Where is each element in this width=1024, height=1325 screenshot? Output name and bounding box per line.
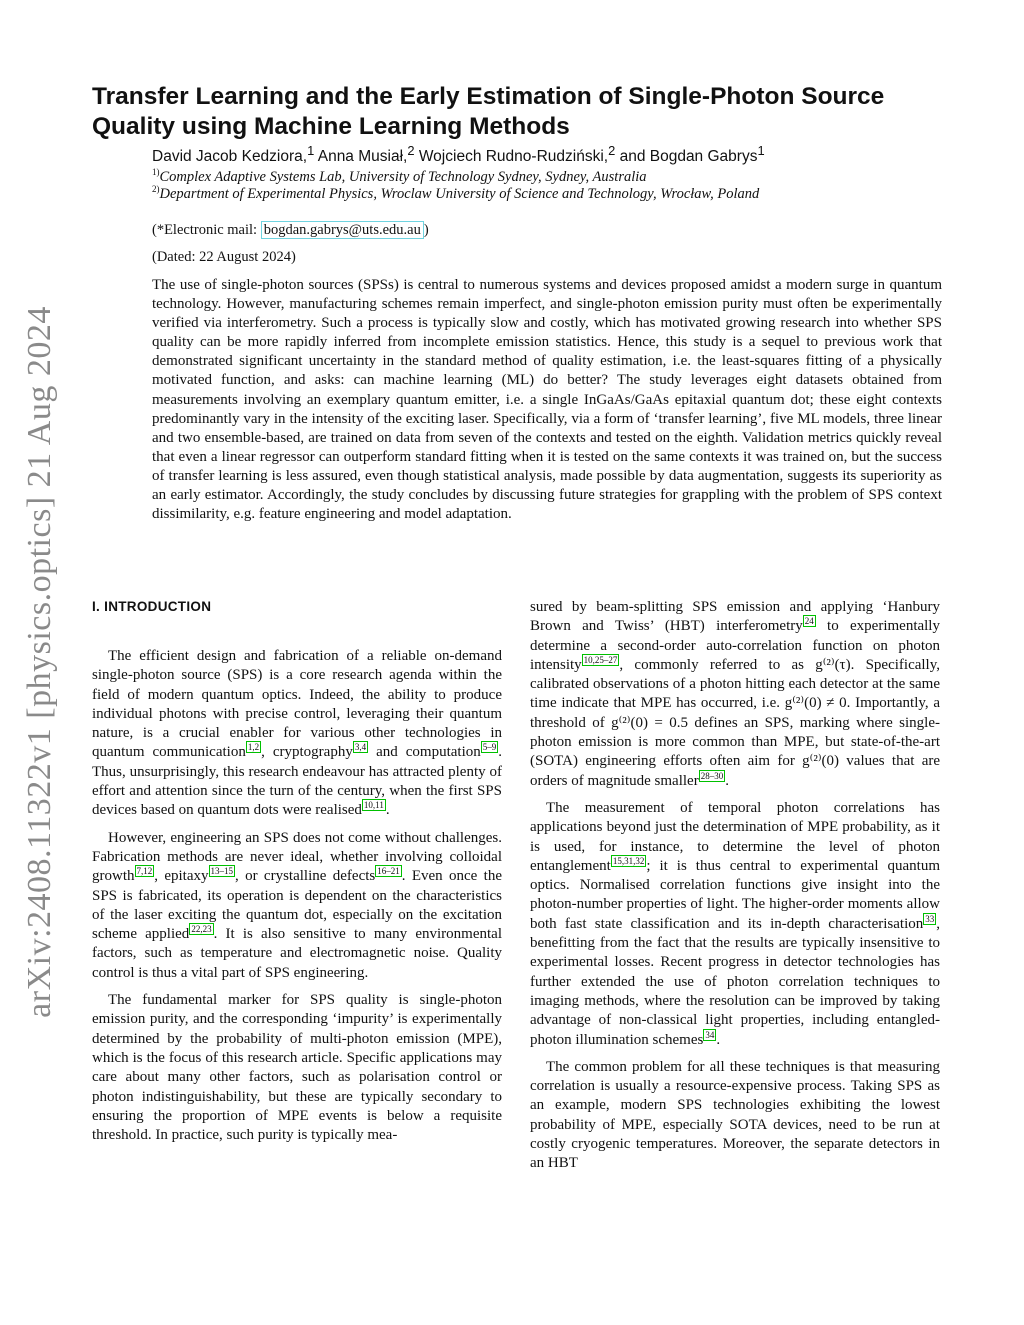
- text-run: , benefitting from the fact that the results are typically insensitive to experimental losses. Recent progress in detector technologies has further extended the use of photon correlation techniques to imaging methods, where the resolution can be improved by taking advantage of non-classical light properties, including entangled-photon illumination schemes: [530, 915, 940, 1048]
- citation-link[interactable]: 28–30: [700, 770, 724, 781]
- author-name: Anna Musiał,: [314, 148, 408, 166]
- author-name: and Bogdan Gabrys: [615, 148, 758, 166]
- author-affiliation-marker: 1: [757, 143, 765, 158]
- text-run: and computation: [368, 744, 481, 761]
- text-run: The efficient design and fabrication of a reliable on-demand single-photon source (SPS) is a core research agenda within the field of modern quantum optics. Indeed, the ability to produce individual photons with precise control, leveraging their quantum nature, is a crucial enabler for various other technologies in quantum communication: [92, 648, 502, 761]
- citation-link[interactable]: 10,25–27: [583, 654, 618, 665]
- dated-line: (Dated: 22 August 2024): [152, 249, 296, 265]
- arxiv-stamp: arXiv:2408.11322v1 [physics.optics] 21 Aug 2024: [21, 306, 58, 1018]
- left-column: [92, 647, 502, 1153]
- citation-link[interactable]: 33: [925, 913, 935, 924]
- email-suffix: ): [423, 222, 429, 238]
- author-affiliation-marker: 2: [608, 143, 616, 158]
- text-run: , epitaxy: [154, 868, 209, 885]
- text-run: to experimentally determine a second-order auto-correlation function on photon intensity: [530, 618, 940, 673]
- text-run: ; it is thus central to experimental quantum optics. Normalised correlation functions give insight into the photon-number properties of light. The higher-order moments allow both fast state classification and its in-depth characterisation: [530, 857, 940, 932]
- paragraph: The fundamental marker for SPS quality is single-photon emission purity, and the corresponding ‘impurity’ is experimentally determined by the probability of multi-photon emission (MPE), which is the focus of this research article. Specific applications may care about many other factors, such as polarisation control or photon indistinguishability, but these are typically secondary to ensuring the proportion of MPE events is below a requisite threshold. In practice, such purity is typically mea-: [92, 992, 502, 1144]
- paragraph: [92, 829, 502, 983]
- paper-title: Transfer Learning and the Early Estimation of Single-Photon Source Quality using Machine Learning Methods: [92, 83, 885, 140]
- text-run: . Thus, unsurprisingly, this research endeavour has attracted plenty of effort and attention since the turn of the century, when the first SPS devices based on quantum dots were realised: [92, 744, 502, 819]
- text-run: , commonly referred to as g⁽²⁾(τ). Specifically, calibrated observations of a photon hitting each detector at the same time indicate that MPE has occurred, i.e. g⁽²⁾(0) ≠ 0. Importantly, a threshold of g⁽²⁾(0) = 0.5 defines an SPS, marking where single-photon emission is more common than MPE, but state-of-the-art (SOTA) engineering efforts often aim for g⁽²⁾(0) values that are orders of magnitude smaller: [530, 656, 940, 789]
- citation-link[interactable]: 7,12: [136, 866, 153, 877]
- text-run: sured by beam-splitting SPS emission and applying ‘Hanbury Brown and Twiss’ (HBT) interferometry: [530, 599, 940, 635]
- text-run: .: [716, 1031, 721, 1048]
- affiliation-text: Department of Experimental Physics, Wroclaw University of Science and Technology, Wrocław, Poland: [159, 185, 760, 202]
- citation-link[interactable]: 10,11: [363, 800, 384, 811]
- citation-link[interactable]: 16–21: [377, 866, 400, 877]
- text-run: .: [385, 802, 390, 819]
- text-run: However, engineering an SPS does not come without challenges. Fabrication methods are never ideal, whether involving colloidal growth: [92, 829, 502, 885]
- citation-link[interactable]: 24: [804, 616, 814, 627]
- citation-link[interactable]: 22,23: [191, 924, 212, 935]
- text-run: , cryptography: [261, 744, 353, 761]
- text-run: , or crystalline defects: [235, 868, 376, 885]
- email-prefix: (*Electronic mail:: [152, 222, 261, 238]
- author-name: David Jacob Kedziora,: [152, 148, 308, 166]
- paragraph: [92, 647, 502, 821]
- author-affiliation-marker: 2: [407, 143, 415, 158]
- affiliation-text: Complex Adaptive Systems Lab, University of Technology Sydney, Sydney, Australia: [159, 168, 647, 185]
- abstract: The use of single-photon sources (SPSs) is central to numerous systems and devices proposed amidst a modern surge in quantum technology. However, manufacturing schemes remain imperfect, and single-photon emission purity must often be experimentally verified via interferometry. Such a process is typically slow and costly, which has motivated growing research into whether SPS quality can be more rapidly inferred from incomplete emission statistics. Hence, this study is a sequel to previous work that demonstrated significant uncertainty in the standard method of quality estimation, i.e. the least-squares fitting of a physically motivated function, and asks: can machine learning (ML) do better? The study leverages eight datasets obtained from measurements involving an exemplary quantum emitter, i.e. a single InGaAs/GaAs epitaxial quantum dot; these eight contexts predominantly vary in the intensity of the exciting laser. Specifically, via a form of ‘transfer learning’, five ML models, three linear and two ensemble-based, are trained on data from seven of the contexts and tested on the eighth. Validation metrics quickly reveal that even a linear regressor can outperform standard fitting when it is tested on the same contexts it was trained on, but the success of transfer learning is less assured, even though statistical analysis, made possible by data augmentation, suggests its superiority as an early estimator. Accordingly, the study concludes by discussing future strategies for grappling with the problem of SPS context dissimilarity, e.g. feature engineering and model adaptation.: [152, 277, 942, 523]
- text-run: . Even once the SPS is fabricated, its operation is dependent on the characteristics of the laser exciting the quantum dot, especially on the excitation scheme applied: [92, 868, 502, 943]
- citation-link[interactable]: 5–9: [482, 742, 497, 753]
- section-heading: I. INTRODUCTION: [92, 599, 212, 614]
- email-line: [152, 222, 429, 239]
- citation-link[interactable]: 3,4: [354, 742, 367, 753]
- citation-link[interactable]: 15,31,32: [612, 855, 645, 866]
- author-name: Wojciech Rudno-Rudziński,: [414, 148, 609, 166]
- paragraph: [530, 799, 940, 1050]
- email-link[interactable]: bogdan.gabrys@uts.edu.au: [261, 221, 424, 239]
- text-run: . It is also sensitive to many environmental factors, such as temperature and electromagnetic noise. Quality control is thus a vital part of SPS engineering.: [92, 926, 502, 981]
- affiliation-marker: 1): [152, 167, 160, 177]
- citation-link[interactable]: 13–15: [210, 866, 233, 877]
- right-column: [530, 598, 940, 1182]
- paragraph: The common problem for all these techniques is that measuring correlation is usually a resource-expensive process. Taking SPS as an example, modern SPS technologies exhibiting the lowest probability of MPE, especially SOTA devices, need to be run at costly cryogenic temperatures. Moreover, the separate detectors in an HBT: [530, 1058, 940, 1172]
- affiliation-2: [152, 180, 842, 203]
- text-run: The measurement of temporal photon correlations has applications beyond just the determination of MPE probability, as it is used, for instance, to determine the level of photon entanglement: [530, 799, 940, 874]
- citation-link[interactable]: 1,2: [247, 742, 260, 753]
- text-run: .: [725, 772, 729, 789]
- citation-link[interactable]: 34: [705, 1029, 715, 1040]
- author-affiliation-marker: 1: [307, 143, 315, 158]
- paragraph: [530, 598, 940, 791]
- affiliation-marker: 2): [152, 184, 160, 194]
